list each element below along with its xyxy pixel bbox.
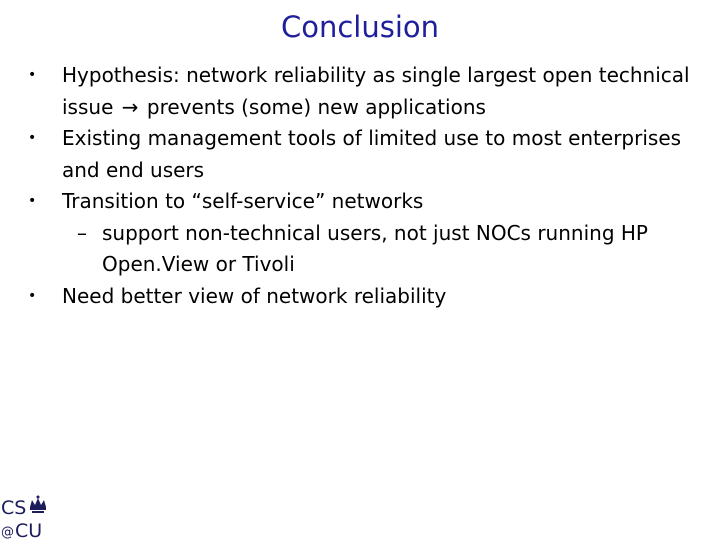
- bullet-list: [0, 60, 720, 312]
- bullet-item: [0, 281, 720, 313]
- bullet-text: Need better view of network reliability: [62, 283, 447, 308]
- bullet-text-continued: prevents (some) new applications: [146, 94, 486, 119]
- logo-cs-lettering: CS: [1, 497, 27, 519]
- slide-title: Conclusion: [280, 10, 440, 44]
- bullet-item: [0, 123, 720, 186]
- cs-at-cu-logo: [0, 494, 50, 540]
- bullet-item: [0, 60, 720, 123]
- logo-at-sign: @: [1, 525, 14, 540]
- sub-bullet-item: [0, 218, 720, 281]
- right-arrow-icon: →: [121, 94, 139, 119]
- crown-icon: [30, 496, 46, 514]
- logo-cu-lettering: CU: [15, 520, 43, 540]
- bullet-text: Hypothesis: network reliability as single largest open technical issue: [62, 63, 690, 119]
- bullet-text: Transition to “self-service” networks: [62, 189, 424, 213]
- bullet-dot: •: [28, 193, 37, 209]
- sub-bullet-text: support non-technical users, not just NOCs running HP Open.View or Tivoli: [102, 220, 648, 276]
- bullet-item: [0, 186, 720, 218]
- bullet-dot: •: [28, 287, 37, 304]
- sub-bullet-dash: –: [77, 220, 87, 245]
- bullet-dot: •: [28, 67, 37, 83]
- bullet-dot: •: [28, 130, 37, 146]
- bullet-text: Existing management tools of limited use to most enterprises and end users: [62, 126, 682, 182]
